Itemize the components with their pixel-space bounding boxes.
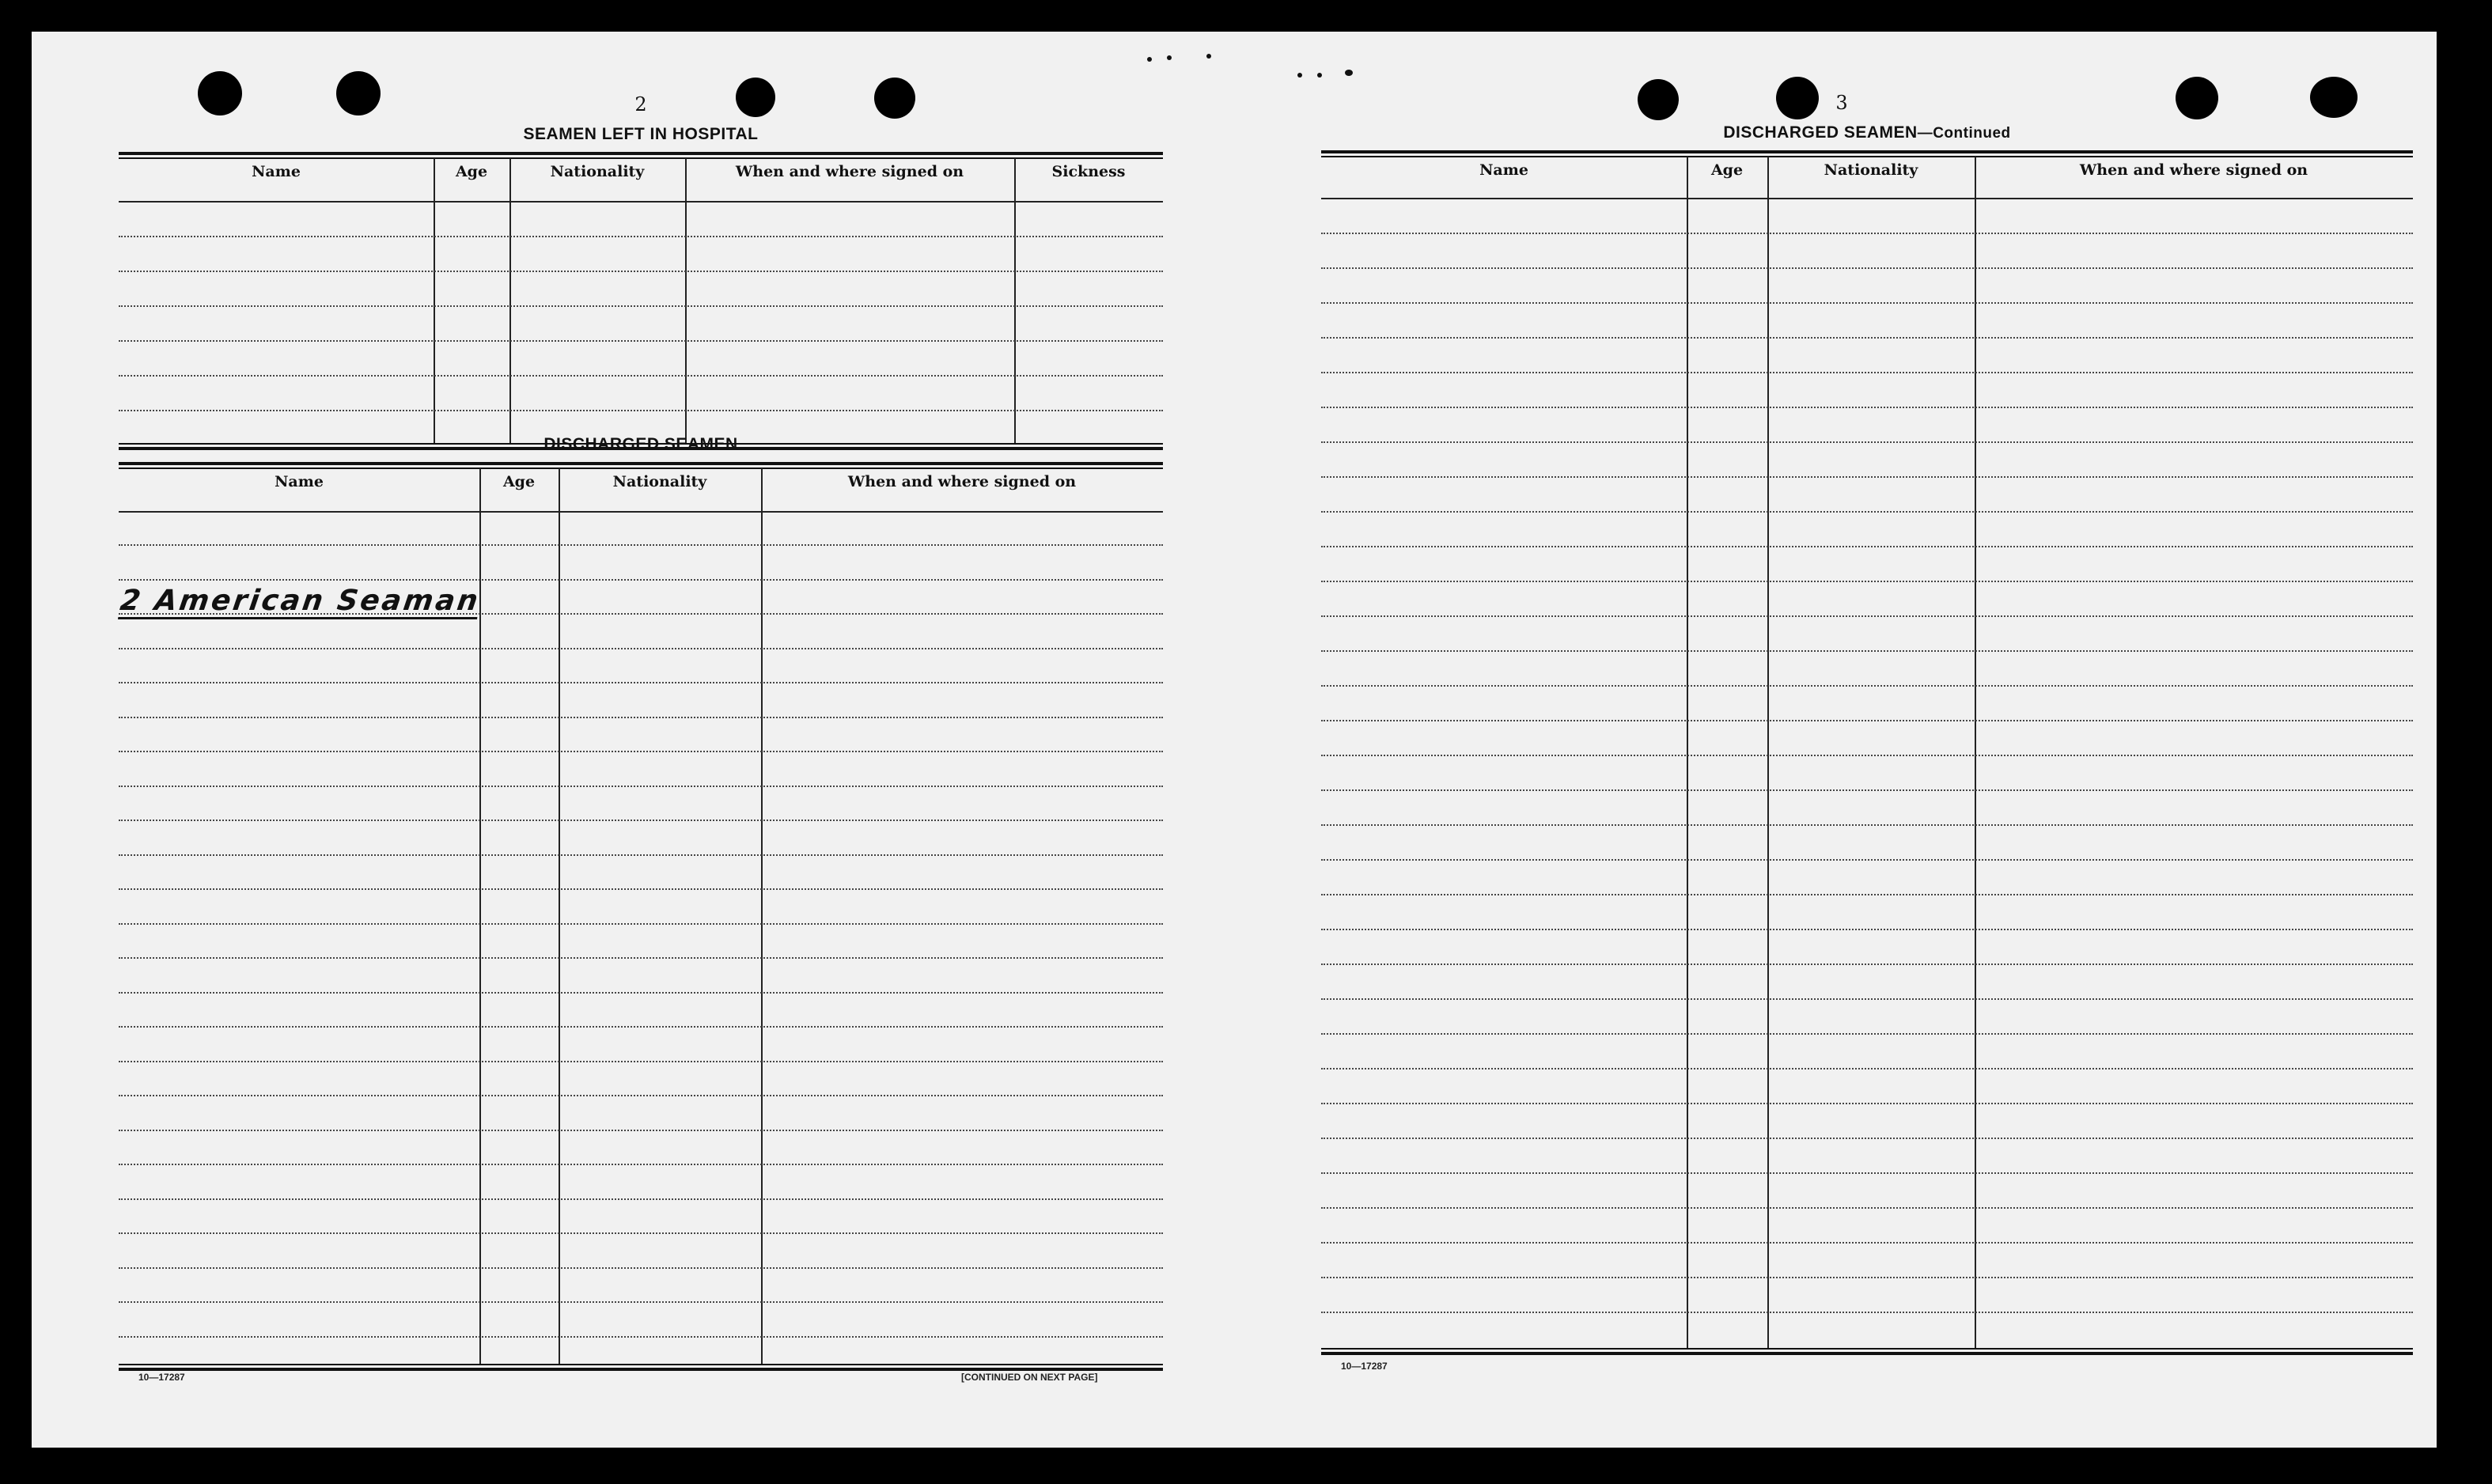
- ruled-line: [1321, 337, 2413, 339]
- section-title-suffix: —Continued: [1917, 125, 2011, 142]
- ruled-line: [119, 682, 1163, 683]
- ruled-line: [119, 1095, 1163, 1096]
- ink-mark: [1147, 57, 1152, 62]
- discharged-continued-table: [1321, 150, 2413, 1392]
- column-header: Name: [275, 473, 324, 490]
- ruled-line: [1321, 476, 2413, 478]
- form-number: 10—17287: [138, 1372, 185, 1383]
- ruled-line: [1321, 1103, 2413, 1104]
- column-header: Sickness: [1051, 163, 1126, 180]
- column-header: Nationality: [550, 163, 645, 180]
- ruled-line: [119, 1301, 1163, 1303]
- ruled-line: [1321, 1207, 2413, 1209]
- ruled-line: [1321, 1277, 2413, 1278]
- ruled-line: [119, 1061, 1163, 1062]
- punch-hole: [1776, 77, 1819, 119]
- ruled-line: [119, 888, 1163, 890]
- ruled-line: [119, 786, 1163, 787]
- ruled-line: [1321, 720, 2413, 721]
- ruled-line: [1321, 1068, 2413, 1069]
- ruled-line: [1321, 441, 2413, 443]
- ruled-line: [1321, 615, 2413, 617]
- ruled-line: [1321, 511, 2413, 513]
- punch-hole: [736, 78, 775, 117]
- ruled-line: [1321, 824, 2413, 826]
- form-number: 10—17287: [1341, 1361, 1388, 1372]
- ruled-line: [1321, 1033, 2413, 1035]
- ruled-line: [1321, 789, 2413, 791]
- ruled-line: [119, 854, 1163, 856]
- column-header: When and where signed on: [2079, 161, 2308, 179]
- section-title-text: DISCHARGED SEAMEN: [1723, 123, 1918, 142]
- ruled-line: [1321, 372, 2413, 373]
- ruled-line: [119, 1026, 1163, 1028]
- column-header: Nationality: [612, 473, 707, 490]
- ruled-line: [1321, 929, 2413, 930]
- ruled-line: [119, 957, 1163, 959]
- ruled-line: [1321, 755, 2413, 756]
- punch-hole: [2310, 77, 2358, 118]
- column-header: Age: [1710, 161, 1744, 179]
- ruled-line: [1321, 267, 2413, 269]
- ruled-line: [119, 1164, 1163, 1165]
- ruled-line: [1321, 963, 2413, 965]
- column-header: Age: [455, 163, 488, 180]
- ruled-line: [1321, 407, 2413, 408]
- ruled-line: [119, 648, 1163, 649]
- ruled-line: [1321, 685, 2413, 687]
- ruled-line: [119, 923, 1163, 925]
- ruled-line: [119, 992, 1163, 994]
- ruled-line: [119, 1267, 1163, 1269]
- ruled-line: [119, 1232, 1163, 1234]
- section-title-hospital: SEAMEN LEFT IN HOSPITAL: [523, 125, 759, 143]
- ruled-line: [119, 1336, 1163, 1338]
- ruled-line: [119, 1130, 1163, 1131]
- punch-hole: [874, 78, 915, 119]
- page-number: 3: [1835, 92, 1848, 114]
- punch-hole: [198, 71, 242, 115]
- ink-mark: [1297, 73, 1302, 78]
- ruled-line: [119, 579, 1163, 581]
- section-title-discharged: DISCHARGED SEAMEN: [543, 435, 738, 453]
- ruled-line: [119, 717, 1163, 718]
- ink-mark: [1345, 70, 1353, 76]
- ruled-line: [1321, 650, 2413, 652]
- punch-hole: [1638, 79, 1679, 120]
- ruled-line: [119, 544, 1163, 546]
- ruled-line: [1321, 581, 2413, 582]
- ruled-line: [1321, 302, 2413, 304]
- ruled-line: [119, 1198, 1163, 1200]
- document-sheet: [32, 32, 2437, 1448]
- punch-hole: [336, 71, 381, 115]
- ruled-line: [1321, 859, 2413, 861]
- ruled-line: [119, 820, 1163, 821]
- handwritten-entry: 2 American Seaman: [118, 585, 482, 619]
- continued-note: [CONTINUED ON NEXT PAGE]: [961, 1372, 1098, 1383]
- ink-mark: [1317, 73, 1322, 78]
- ruled-line: [1321, 998, 2413, 1000]
- column-header: When and where signed on: [847, 473, 1077, 490]
- column-header: Age: [502, 473, 536, 490]
- column-header: When and where signed on: [735, 163, 964, 180]
- page-number: 2: [634, 93, 647, 115]
- ruled-line: [1321, 1242, 2413, 1244]
- hospital-table: [119, 152, 1163, 452]
- ruled-line: [1321, 894, 2413, 895]
- section-title-discharged-continued: [1321, 123, 2413, 142]
- ruled-line: [1321, 1172, 2413, 1174]
- ink-mark: [1167, 55, 1172, 60]
- ruled-line: [1321, 1138, 2413, 1139]
- column-header: Nationality: [1824, 161, 1918, 179]
- ruled-line: [1321, 1312, 2413, 1313]
- column-header: Name: [1479, 161, 1528, 179]
- punch-hole: [2176, 77, 2218, 119]
- ruled-line: [1321, 233, 2413, 234]
- ruled-line: [1321, 546, 2413, 547]
- column-header: Name: [252, 163, 301, 180]
- ink-mark: [1206, 54, 1211, 59]
- ruled-line: [119, 751, 1163, 752]
